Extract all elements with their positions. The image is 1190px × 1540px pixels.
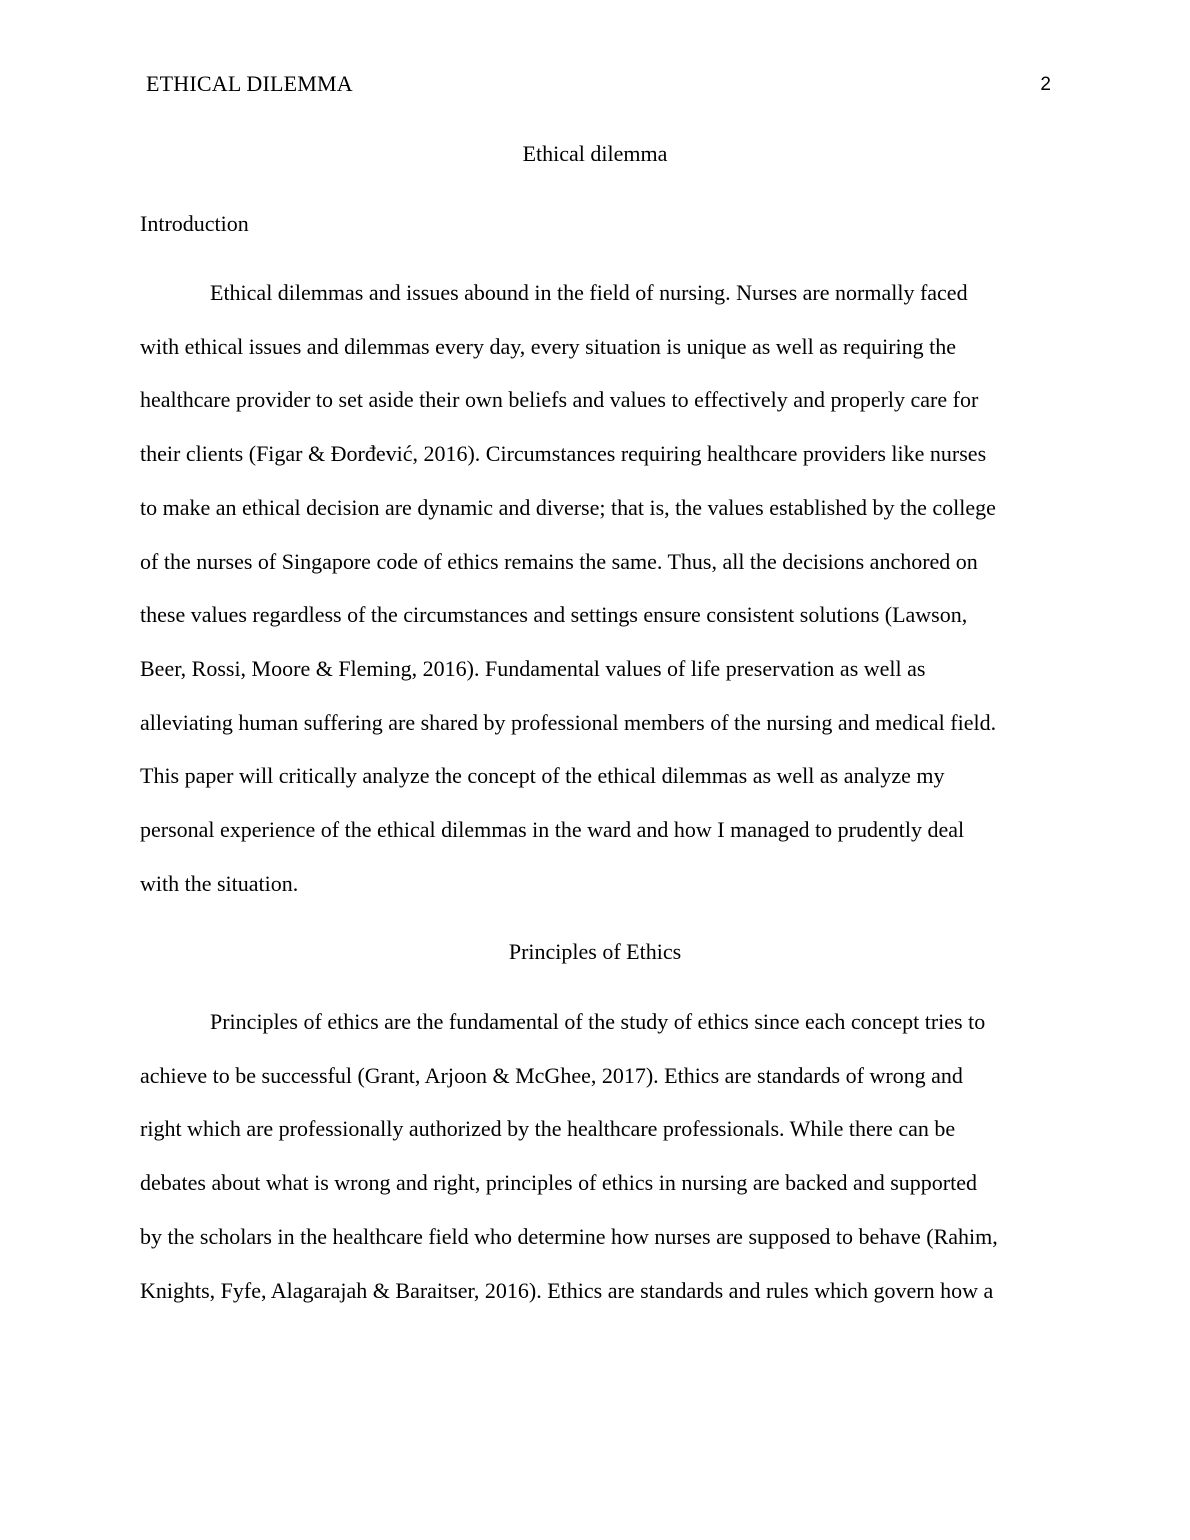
paragraph-line: Beer, Rossi, Moore & Fleming, 2016). Fundamental values of life preservation as well as — [140, 655, 926, 681]
paragraph-line: with ethical issues and dilemmas every day, every situation is unique as well as requiring the — [140, 333, 957, 359]
running-head: ETHICAL DILEMMA — [146, 71, 353, 96]
paragraph-line: these values regardless of the circumstances and settings ensure consistent solutions (Lawson, — [140, 602, 968, 628]
paragraph-line: of the nurses of Singapore code of ethics remains the same. Thus, all the decisions anchored on — [140, 548, 978, 574]
paragraph-line: Knights, Fyfe, Alagarajah & Baraitser, 2016). Ethics are standards and rules which govern how a — [140, 1277, 994, 1303]
paragraph-line: alleviating human suffering are shared by professional members of the nursing and medical field. — [140, 709, 997, 735]
paragraph-line: to make an ethical decision are dynamic and diverse; that is, the values established by the college — [140, 494, 996, 520]
principles-heading: Principles of Ethics — [508, 939, 682, 964]
paragraph-line: with the situation. — [140, 870, 299, 896]
paragraph-line: debates about what is wrong and right, principles of ethics in nursing are backed and supported — [140, 1170, 977, 1196]
introduction-paragraph — [140, 266, 1060, 910]
paragraph-line: Principles of ethics are the fundamental of the study of ethics since each concept tries to — [210, 1009, 986, 1034]
paragraph-line: their clients (Figar & Đorđević, 2016). Circumstances requiring healthcare providers like nurses — [140, 441, 987, 467]
paragraph-line: achieve to be successful (Grant, Arjoon & McGhee, 2017). Ethics are standards of wrong and — [140, 1062, 963, 1088]
paragraph-line: by the scholars in the healthcare field who determine how nurses are supposed to behave (Rahim, — [140, 1223, 998, 1249]
document-title: Ethical dilemma — [522, 141, 668, 166]
page-number: 2 — [1040, 74, 1051, 95]
paragraph-line: personal experience of the ethical dilemmas in the ward and how I managed to prudently deal — [140, 817, 965, 843]
paragraph-line: right which are professionally authorized by the healthcare professionals. While there can be — [140, 1116, 956, 1142]
paragraph-line: Ethical dilemmas and issues abound in the field of nursing. Nurses are normally faced — [210, 280, 968, 305]
principles-paragraph — [140, 995, 1060, 1317]
paragraph-line: This paper will critically analyze the concept of the ethical dilemmas as well as analyze my — [140, 763, 945, 789]
introduction-heading: Introduction — [140, 211, 249, 236]
paragraph-line: healthcare provider to set aside their own beliefs and values to effectively and properly care for — [140, 387, 979, 413]
